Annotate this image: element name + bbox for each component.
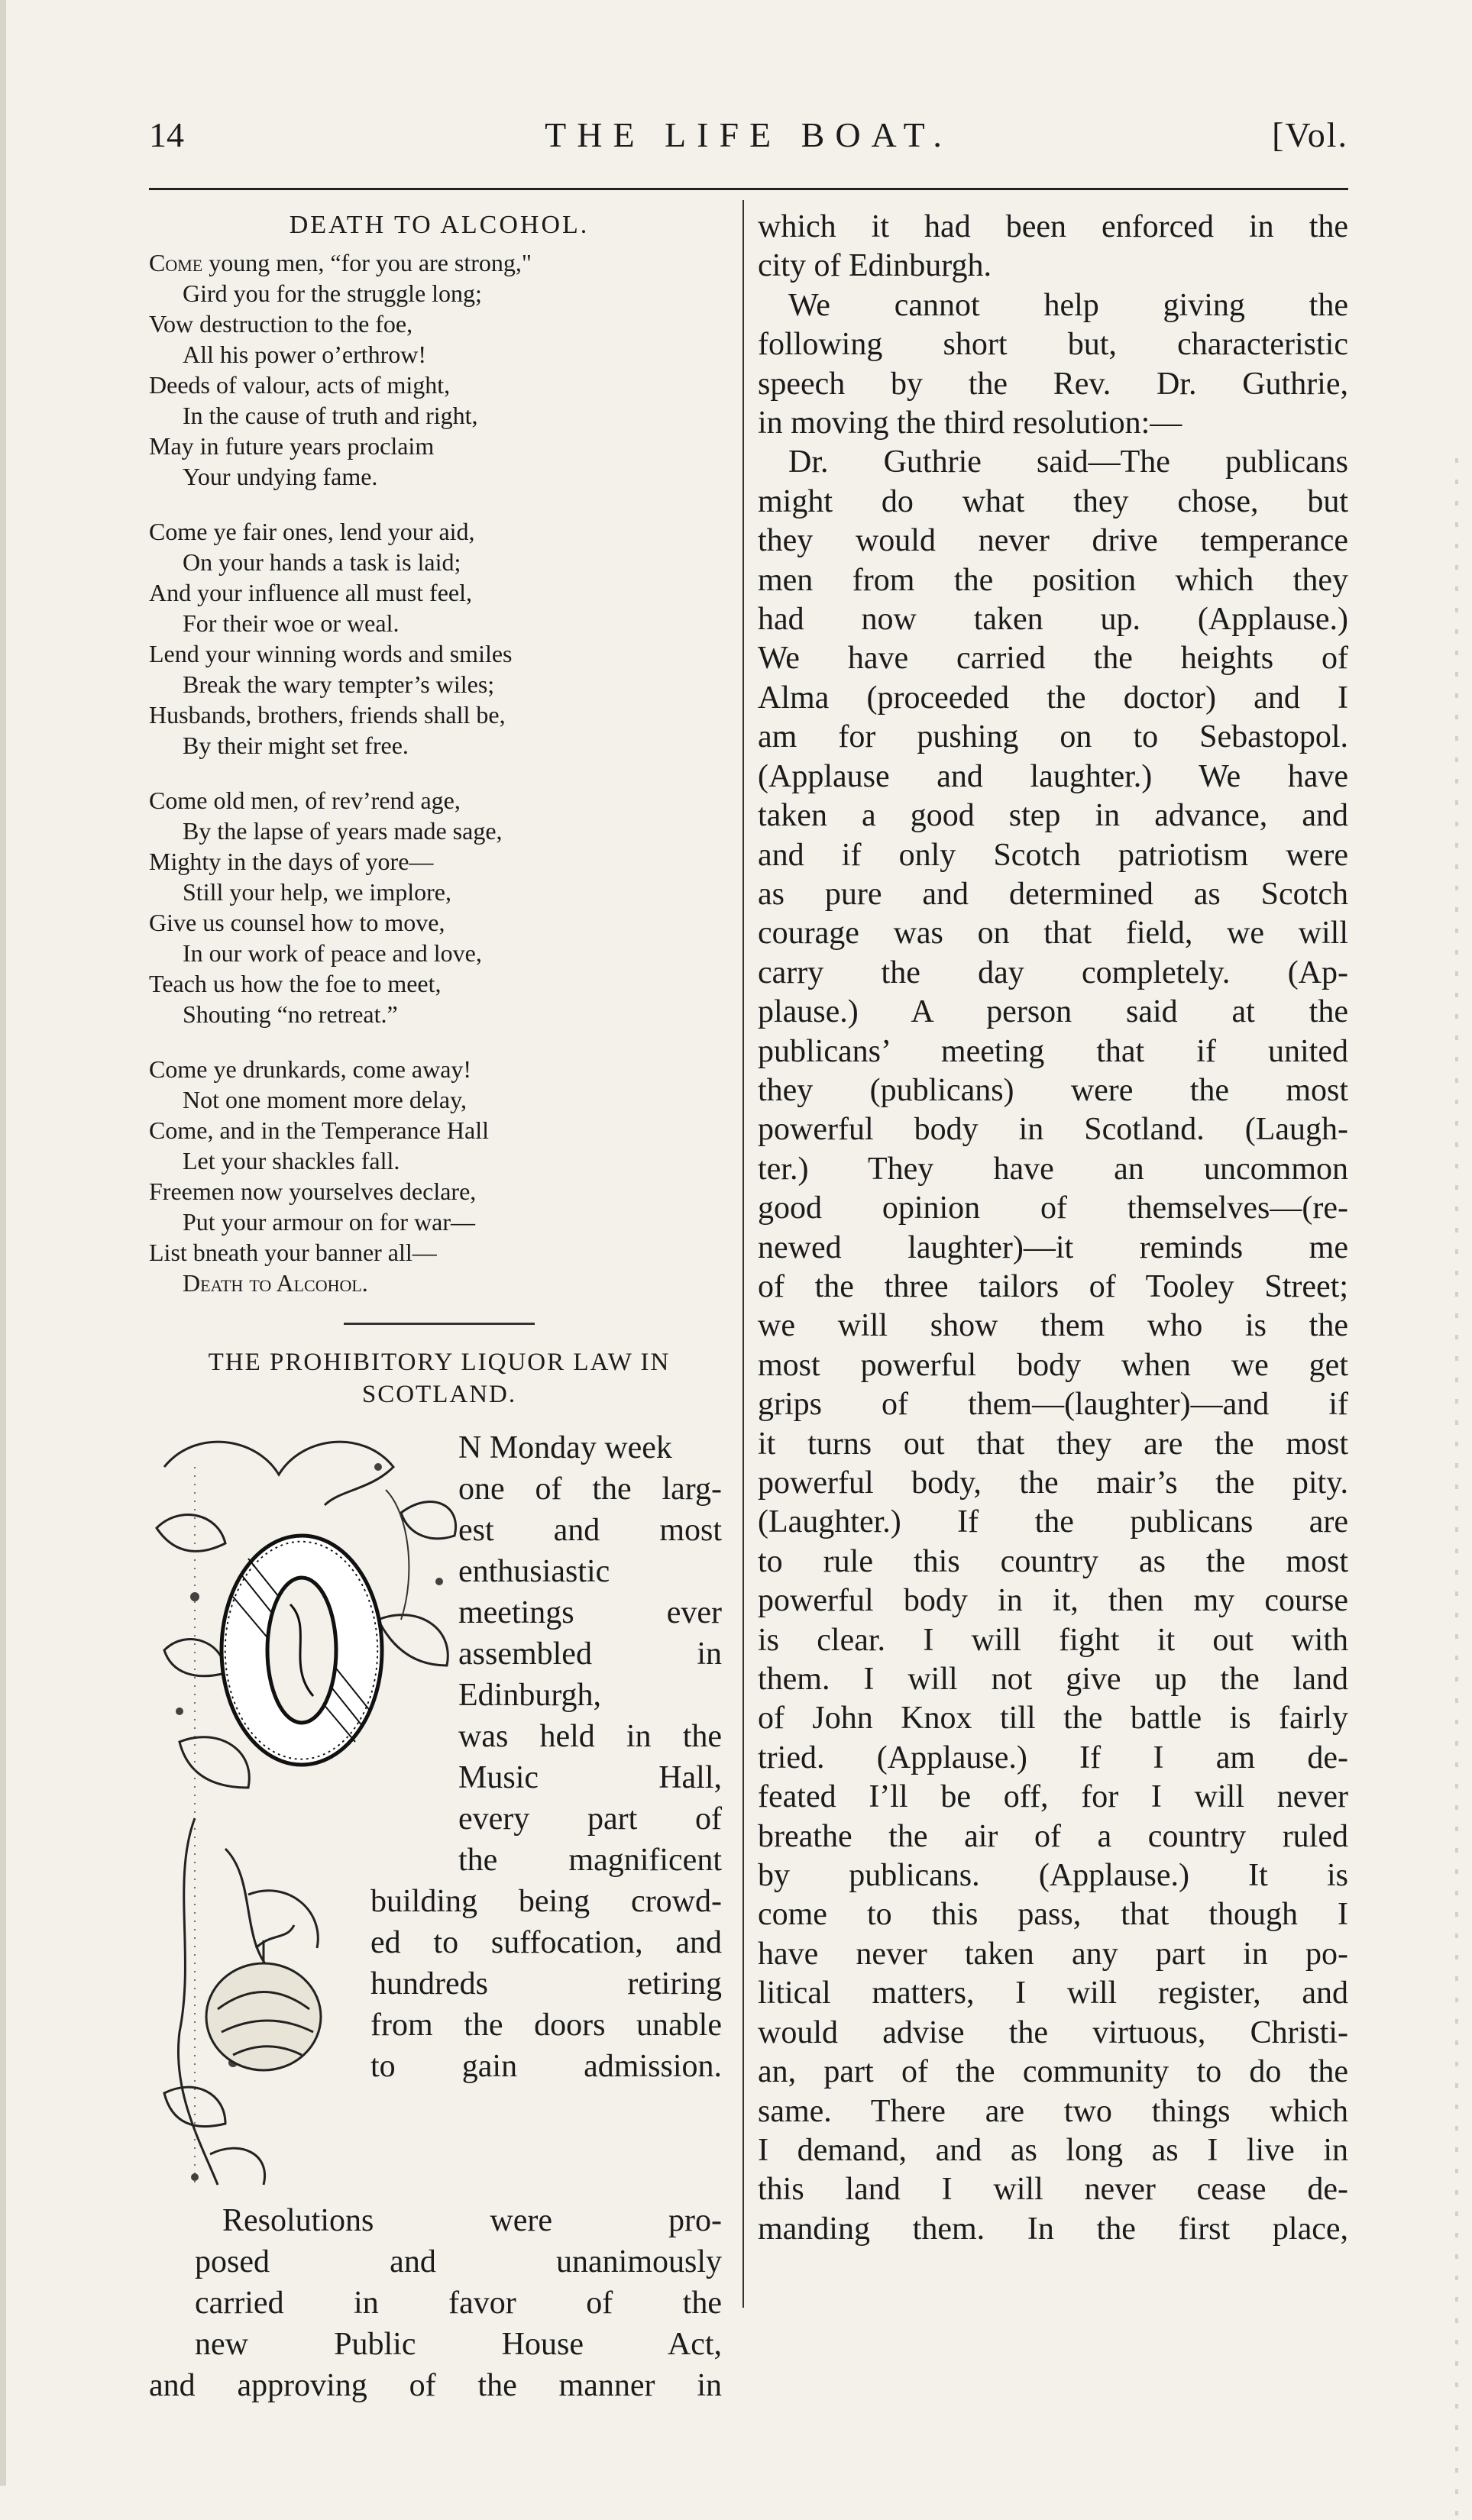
article-title-line: SCOTLAND. [361,1381,517,1408]
speech-line: them. I will not give up the land [758,1662,1348,1698]
article-line: new Public House Act, [195,2327,722,2362]
speech-line: might do what they chose, but [758,483,1348,519]
page-header [149,115,1348,168]
speech-line: publicans’ meeting that if united [758,1033,1348,1069]
poem-line: Give us counsel how to move, [149,909,445,936]
poem-line: Lend your winning words and smiles [149,640,513,667]
speech-line: an, part of the community to do the [758,2054,1348,2090]
speech-line: had now taken up. (Applause.) [758,602,1348,638]
speech-line: courage was on that field, we will [758,916,1348,951]
article-title [149,1346,730,1410]
speech-line: most powerful body when we get [758,1347,1348,1383]
poem-line: By their might set free. [183,732,409,759]
poem-line: For their woe or weal. [183,609,400,637]
article-line: assembled in [458,1636,722,1672]
poem-stanza [149,785,730,1029]
speech-line: this land I will never cease de- [758,2172,1348,2208]
column-rule [742,200,744,2308]
poem-body [149,247,730,1298]
speech-line: powerful body, the mair’s the pity. [758,1465,1348,1501]
speech-line: We cannot help giving the [788,287,1348,323]
article-line: Music Hall, [458,1760,722,1795]
article-line: hundreds retiring [370,1966,722,2001]
speech-line: Alma (proceeded the doctor) and I [758,680,1348,716]
poem-line: Vow destruction to the foe, [149,310,413,338]
page-edge-marks [1455,458,1458,2520]
poem-line: Your undying fame. [183,463,378,490]
speech-body [758,208,1348,2249]
article-line: N Monday week [458,1430,672,1465]
speech-line: plause.) A person said at the [758,994,1348,1030]
speech-line: have never taken any part in po- [758,1936,1348,1972]
speech-line: they (publicans) were the most [758,1072,1348,1108]
speech-line: in moving the third resolution:— [758,405,1182,441]
poem-line: Break the wary tempter’s wiles; [183,670,495,698]
header-rule [149,188,1348,190]
poem-line: Still your help, we implore, [183,878,451,906]
right-column [758,208,1348,2249]
page-edge [0,0,6,2486]
section-divider [344,1323,535,1325]
poem-line: Come ye fair ones, lend your aid, [149,518,475,545]
speech-line: to rule this country as the most [758,1543,1348,1579]
left-column [149,208,730,2406]
poem-line: Put your armour on for war— [183,1208,476,1236]
article-line: est and most [458,1513,722,1548]
speech-line: newed laughter)—it reminds me [758,1229,1348,1265]
speech-line: manding them. In the first place, [758,2211,1348,2247]
page-number: 14 [149,115,184,154]
poem-line: Come ye drunkards, come away! [149,1055,472,1083]
running-title: THE LIFE BOAT. [545,115,953,154]
speech-line: powerful body in it, then my course [758,1583,1348,1619]
speech-line: carry the day completely. (Ap- [758,955,1348,990]
poem-line: Deeds of valour, acts of might, [149,371,451,399]
article-line: from the doors unable [370,2008,722,2043]
speech-line: would advise the virtuous, Christi- [758,2014,1348,2050]
article-body [149,2200,730,2406]
poem-line: Come old men, of rev’rend age, [149,787,461,814]
poem-line: And your influence all must feel, [149,579,472,606]
poem-title: DEATH TO ALCOHOL. [289,211,590,239]
poem-line: Death to Alcohol. [183,1269,368,1297]
speech-line: powerful body in Scotland. (Laugh- [758,1112,1348,1148]
article-line: meetings ever [458,1595,722,1630]
poem-line: All his power o’erthrow! [183,341,427,368]
speech-line: we will show them who is the [758,1308,1348,1344]
article-line: Resolutions were pro- [222,2203,722,2238]
poem-stanza [149,516,730,761]
ornament-fruit [206,1925,321,2070]
volume-label: [Vol. [1272,115,1348,154]
speech-line: it turns out that they are the most [758,1426,1348,1462]
dropcap-letter-o [222,1536,382,1765]
poem-line: Not one moment more delay, [183,1086,467,1113]
article-line: was held in the [458,1719,722,1754]
speech-line: grips of them—(laughter)—and if [758,1387,1348,1423]
speech-line: good opinion of themselves—(re- [758,1191,1348,1226]
poem-stanza [149,1054,730,1298]
speech-line: (Laughter.) If the publicans are [758,1504,1348,1540]
poem-line: Let your shackles fall. [183,1147,400,1174]
article-line: carried in favor of the [195,2286,722,2321]
article-line: and approving of the manner in [149,2368,722,2403]
speech-line: of the three tailors of Tooley Street; [758,1268,1348,1304]
poem-line: Come young men, “for you are strong," [149,249,532,276]
poem-line: Freemen now yourselves declare, [149,1178,477,1205]
speech-line: men from the position which they [758,562,1348,598]
poem-line: In our work of peace and love, [183,939,482,967]
speech-line: same. There are two things which [758,2093,1348,2129]
poem-line: Mighty in the days of yore— [149,848,434,875]
article-line: the magnificent [458,1843,722,1878]
speech-line: (Applause and laughter.) We have [758,758,1348,794]
poem-line: Come, and in the Temperance Hall [149,1116,490,1144]
speech-line: and if only Scotch patriotism were [758,837,1348,873]
speech-line: am for pushing on to Sebastopol. [758,719,1348,755]
article-line: ed to suffocation, and [370,1925,722,1960]
poem-line: May in future years proclaim [149,432,435,460]
speech-line: taken a good step in advance, and [758,798,1348,834]
speech-line: speech by the Rev. Dr. Guthrie, [758,366,1348,402]
speech-line: I demand, and as long as I live in [758,2132,1348,2168]
speech-line: of John Knox till the battle is fairly [758,1701,1348,1737]
speech-line: by publicans. (Applause.) It is [758,1858,1348,1894]
speech-line: litical matters, I will register, and [758,1976,1348,2011]
article-opening [149,1421,730,2200]
speech-line: feated I’ll be off, for I will never [758,1779,1348,1815]
poem-line: Gird you for the struggle long; [183,279,482,307]
article-line: every part of [458,1801,722,1837]
speech-line: We have carried the heights of [758,641,1348,677]
article-line: enthusiastic [458,1554,610,1589]
article-line: to gain admission. [370,2049,722,2084]
poem-line: List bneath your banner all— [149,1239,437,1266]
speech-line: as pure and determined as Scotch [758,876,1348,912]
poem-line: Teach us how the foe to meet, [149,970,442,997]
speech-line: come to this pass, that though I [758,1897,1348,1933]
poem-stanza [149,247,730,492]
speech-line: is clear. I will fight it out with [758,1622,1348,1658]
poem-line: Husbands, brothers, friends shall be, [149,701,506,729]
article-line: building being crowd- [370,1884,722,1919]
article-title-line: THE PROHIBITORY LIQUOR LAW IN [208,1349,671,1376]
speech-line: Dr. Guthrie said—The publicans [788,444,1348,480]
speech-line: tried. (Applause.) If I am de- [758,1740,1348,1775]
speech-line: breathe the air of a country ruled [758,1818,1348,1854]
speech-line: ter.) They have an uncommon [758,1151,1348,1187]
article-line: Edinburgh, [458,1678,602,1713]
poem-line: In the cause of truth and right, [183,402,478,429]
article-line: posed and unanimously [195,2244,722,2279]
poem-line: On your hands a task is laid; [183,548,461,576]
speech-line: they would never drive temperance [758,523,1348,559]
speech-line: following short but, characteristic [758,327,1348,363]
speech-line: city of Edinburgh. [758,248,992,284]
speech-line: which it had been enforced in the [758,209,1348,244]
poem-line: By the lapse of years made sage, [183,817,503,845]
article-line: one of the larg- [458,1472,722,1507]
poem-line: Shouting “no retreat.” [183,1000,398,1028]
